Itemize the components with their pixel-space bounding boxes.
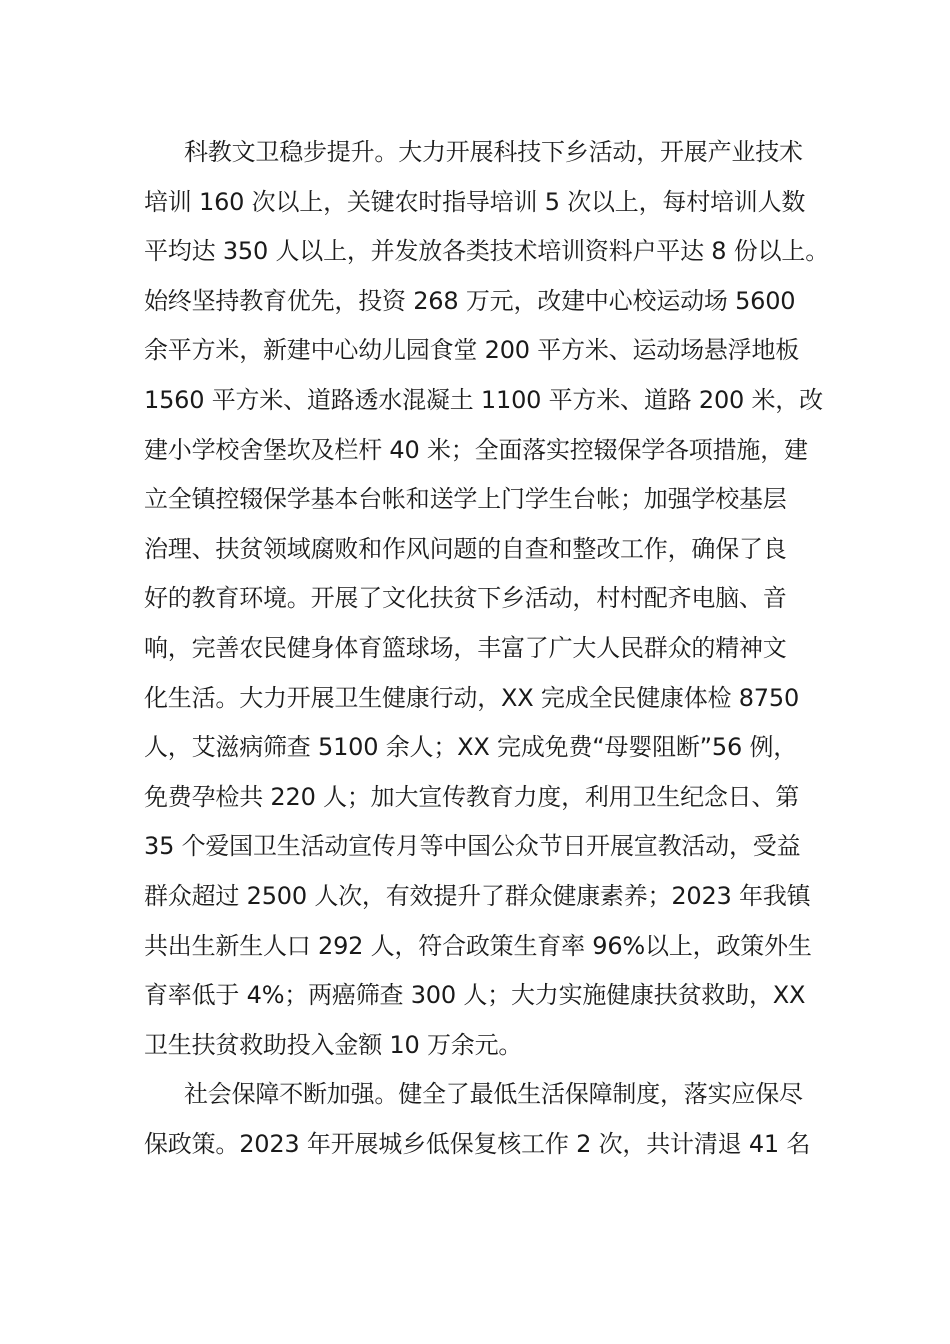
paragraph-line: 始终坚持教育优先，投资 268 万元，改建中心校运动场 5600 (144, 286, 796, 315)
paragraph-line: 共出生新生人口 292 人，符合政策生育率 96%以上，政策外生 (144, 931, 812, 960)
paragraph-line: 35 个爱国卫生活动宣传月等中国公众节日开展宣教活动，受益 (144, 832, 801, 861)
paragraph-line: 免费孕检共 220 人；加大宣传教育力度，利用卫生纪念日、第 (144, 782, 800, 811)
paragraph-line: 社会保障不断加强。健全了最低生活保障制度，落实应保尽 (184, 1080, 803, 1109)
paragraph-line: 1560 平方米、道路透水混凝土 1100 平方米、道路 200 米，改 (144, 385, 823, 414)
paragraph-line: 群众超过 2500 人次，有效提升了群众健康素养；2023 年我镇 (144, 881, 811, 910)
paragraph-line: 好的教育环境。开展了文化扶贫下乡活动，村村配齐电脑、音 (144, 584, 787, 613)
paragraph-line: 治理、扶贫领域腐败和作风问题的自查和整改工作，确保了良 (144, 534, 787, 563)
paragraph-line: 培训 160 次以上，关键农时指导培训 5 次以上，每村培训人数 (144, 187, 806, 216)
paragraph-line: 平均达 350 人以上，并发放各类技术培训资料户平达 8 份以上。 (144, 237, 829, 266)
paragraph-social-security (144, 1070, 811, 1169)
paragraph-line: 建小学校舍堡坎及栏杆 40 米；全面落实控辍保学各项措施，建 (144, 435, 808, 464)
paragraph-line: 保政策。2023 年开展城乡低保复核工作 2 次，共计清退 41 名 (144, 1129, 811, 1158)
paragraph-line: 育率低于 4%；两癌筛查 300 人；大力实施健康扶贫救助，XX (144, 981, 806, 1010)
paragraph-line: 人，艾滋病筛查 5100 余人；XX 完成免费“母婴阻断”56 例， (144, 733, 798, 762)
paragraph-line: 余平方米，新建中心幼儿园食堂 200 平方米、运动场悬浮地板 (144, 336, 800, 365)
paragraph-line: 立全镇控辍保学基本台帐和送学上门学生台帐；加强学校基层 (144, 485, 787, 514)
paragraph-line: 化生活。大力开展卫生健康行动，XX 完成全民健康体检 8750 (144, 683, 800, 712)
document-body (144, 128, 829, 1169)
paragraph-line: 响，完善农民健身体育篮球场，丰富了广大人民群众的精神文 (144, 633, 787, 662)
paragraph-line: 卫生扶贫救助投入金额 10 万余元。 (144, 1030, 523, 1059)
paragraph-science-education-health (144, 128, 829, 1070)
paragraph-line: 科教文卫稳步提升。大力开展科技下乡活动，开展产业技术 (184, 138, 803, 166)
